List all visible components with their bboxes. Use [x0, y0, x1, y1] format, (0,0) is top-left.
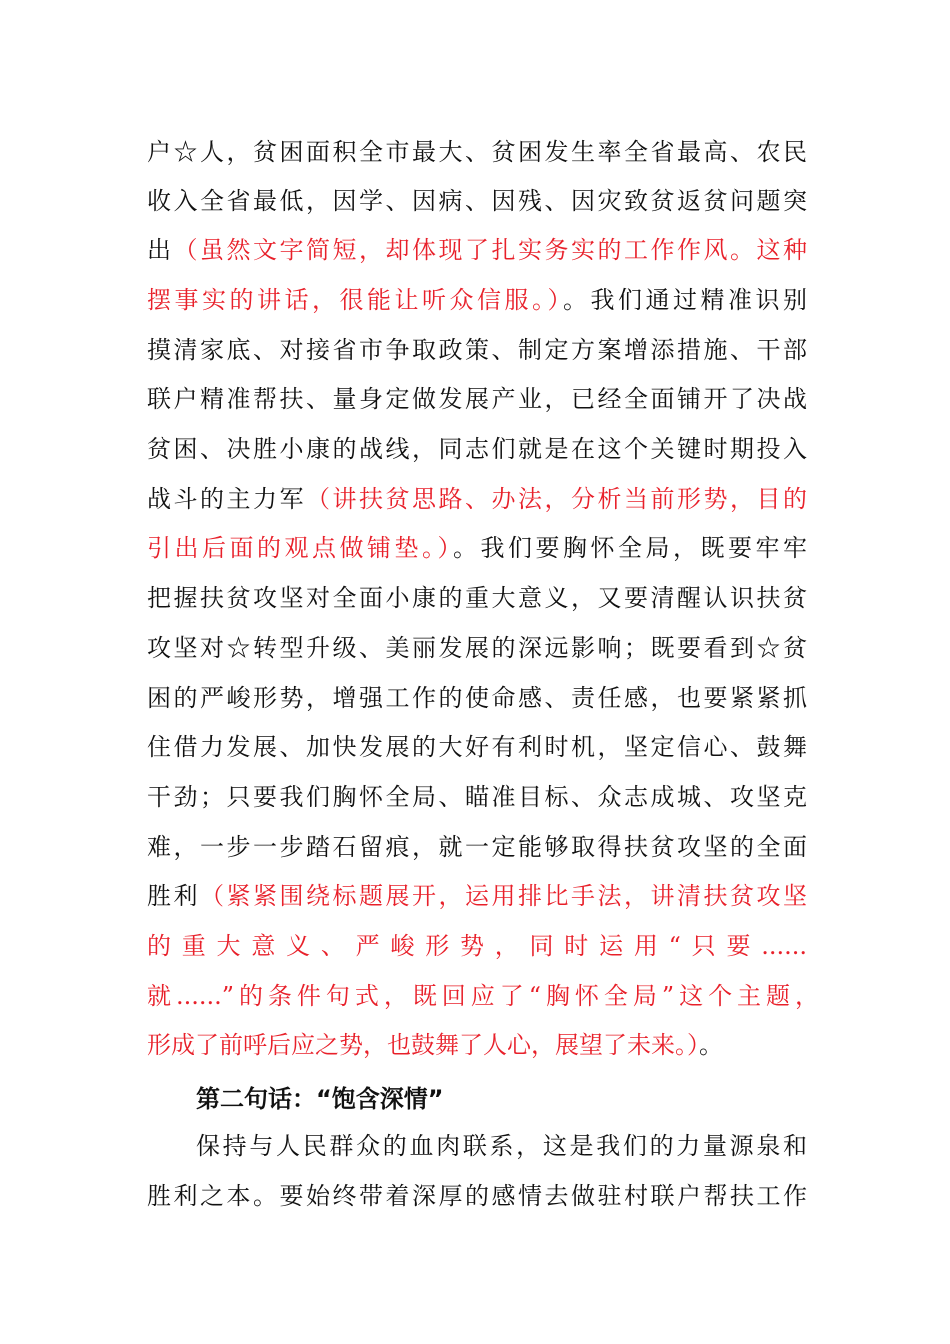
text-line: [147, 976, 819, 1016]
text-run: 贫困、决胜小康的战线，同志们就是在这个关键时期投入: [147, 435, 807, 463]
text-run: 攻坚对☆转型升级、美丽发展的深远影响；既要看到☆贫: [147, 634, 807, 662]
text-run: 困的严峻形势，增强工作的使命感、责任感，也要紧紧抓: [147, 684, 807, 712]
annotation-text: （紧紧围绕标题展开，运用排比手法，讲清扶贫攻坚: [200, 882, 807, 910]
text-run: 出: [147, 236, 174, 264]
text-run: 战斗的主力军: [147, 485, 306, 513]
text-line: [147, 181, 807, 221]
text-line: [147, 528, 807, 568]
text-run: 。我们要胸怀全局，既要牢牢: [453, 534, 807, 562]
text-run: 干劲；只要我们胸怀全局、瞄准目标、众志成城、攻坚克: [147, 783, 807, 811]
annotation-text: （讲扶贫思路、办法，分析当前形势，目的: [306, 485, 807, 513]
text-line: [147, 479, 807, 519]
text-line: [196, 1126, 807, 1166]
text-line: [147, 678, 807, 718]
text-run: 。我们通过精准识别: [563, 286, 807, 314]
text-run: 。: [699, 1031, 723, 1059]
text-run: 联户精准帮扶、量身定做发展产业，已经全面铺开了决战: [147, 385, 807, 413]
text-line: [147, 777, 807, 817]
text-run: 户☆人，贫困面积全市最大、贫困发生率全省最高、农民: [147, 138, 807, 166]
text-run: 胜利之本。要始终带着深厚的感情去做驻村联户帮扶工作: [147, 1182, 807, 1210]
annotation-text: 就......”的条件句式，既回应了“胸怀全局”这个主题，: [147, 982, 819, 1010]
text-line: [147, 230, 807, 270]
text-line: [147, 379, 807, 419]
text-line: [147, 578, 807, 618]
text-line: [147, 1176, 807, 1216]
text-line: [147, 926, 807, 966]
annotation-text: 引出后面的观点做铺垫。）: [147, 534, 453, 562]
text-run: 难，一步一步踏石留痕，就一定能够取得扶贫攻坚的全面: [147, 833, 807, 861]
text-line: [147, 827, 807, 867]
text-run: 住借力发展、加快发展的大好有利时机，坚定信心、鼓舞: [147, 733, 807, 761]
text-line: [147, 727, 807, 767]
text-line: [147, 429, 807, 469]
text-run: 把握扶贫攻坚对全面小康的重大意义，又要清醒认识扶贫: [147, 584, 807, 612]
annotation-text: （虽然文字简短，却体现了扎实务实的工作作风。这种: [173, 236, 807, 264]
text-run: 摸清家底、对接省市争取政策、制定方案增添措施、干部: [147, 336, 807, 364]
annotation-text: 摆事实的讲话，很能让听众信服。）: [147, 286, 563, 314]
text-line: [147, 876, 807, 916]
text-line: [147, 280, 807, 320]
text-line: [147, 1025, 807, 1065]
section-heading: 第二句话：“饱含深情”: [196, 1085, 444, 1113]
text-run: 收入全省最低，因学、因病、因残、因灾致贫返贫问题突: [147, 187, 807, 215]
annotation-text: 的重大意义、严峻形势，同时运用“只要......: [147, 932, 807, 960]
text-line: [147, 132, 807, 172]
text-run: 保持与人民群众的血肉联系，这是我们的力量源泉和: [196, 1132, 807, 1160]
annotation-text: 形成了前呼后应之势，也鼓舞了人心，展望了未来。）: [147, 1031, 699, 1059]
text-line: [147, 330, 807, 370]
text-line: [147, 628, 807, 668]
text-run: 胜利: [147, 882, 200, 910]
